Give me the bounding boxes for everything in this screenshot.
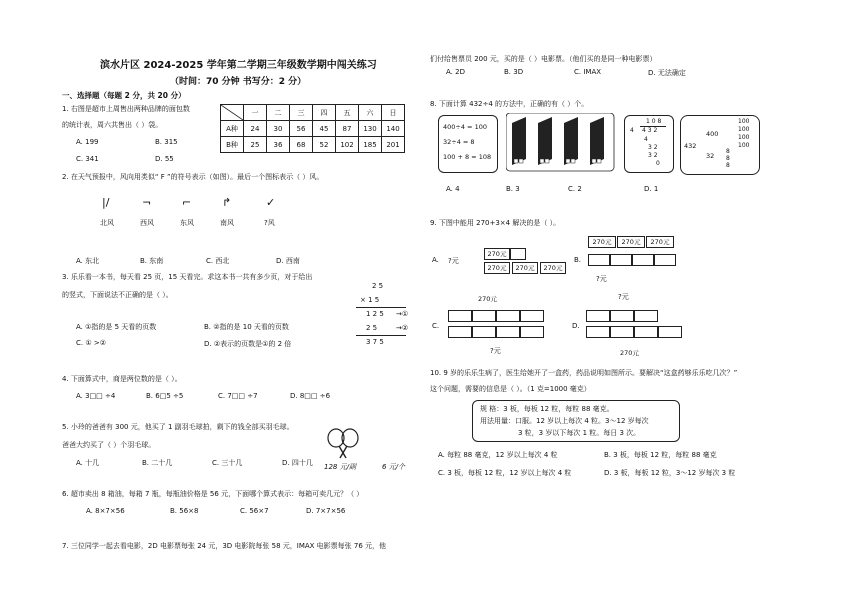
tree-leaf: 100	[738, 118, 750, 125]
bar-segment	[448, 326, 472, 338]
table-header-cell: 日	[382, 105, 405, 121]
table-cell: 185	[359, 137, 382, 153]
tree-node: 400	[706, 130, 719, 138]
table-cell: 130	[359, 121, 382, 137]
bar-segment	[610, 254, 632, 266]
q1-opt-d[interactable]: D. 55	[155, 155, 174, 163]
wind-label: ?风	[264, 219, 275, 227]
bar-segment: 270元	[617, 236, 645, 248]
table-cell: 56	[290, 121, 313, 137]
q7-opt-a[interactable]: A. 2D	[446, 68, 465, 76]
calc-mark-2: →②	[396, 324, 409, 332]
medicine-label-line: 规 格：3 板，每板 12 粒，每粒 88 毫克。	[480, 405, 614, 413]
div-remainder: 0	[656, 160, 660, 167]
q10-line1: 10. 9 岁的乐乐生病了，医生给她开了一盒药，药品说明如图所示。要解决“这盒药够乐乐吃几次？”	[430, 369, 738, 377]
div-divisor: 4	[630, 127, 634, 134]
table-header-cell: 二	[267, 105, 290, 121]
bar-segment	[472, 310, 496, 322]
page-title: 滨水片区 2024-2025 学年第二学期三年级数学期中闯关练习	[100, 60, 377, 71]
wind-label: 东风	[180, 219, 194, 227]
calc-partial-1: 1 2 5	[366, 310, 384, 318]
q10-opt-d[interactable]: D. 3 板，每板 12 粒，3～12 岁每次 3 粒	[604, 469, 736, 477]
wind-symbol-north-icon: |/	[102, 196, 110, 209]
q2-opt-c[interactable]: C. 西北	[206, 257, 230, 265]
table-cell: 201	[382, 137, 405, 153]
table-header-row	[221, 105, 405, 121]
wind-symbol-south-icon: ↱	[222, 196, 232, 209]
q1-opt-b[interactable]: B. 315	[155, 138, 178, 146]
q4-opt-c[interactable]: C. 7□□ ÷7	[218, 392, 258, 400]
bar-segment: 270元	[484, 248, 510, 260]
page-subtitle: （时间：70 分钟 书写分：2 分）	[170, 77, 307, 87]
q5-opt-b[interactable]: B. 二十几	[142, 459, 173, 467]
table-cell: 102	[336, 137, 359, 153]
bar-segment	[634, 326, 658, 338]
table-header-cell: 五	[336, 105, 359, 121]
bar-segment	[496, 326, 520, 338]
q6-opt-c[interactable]: C. 56×7	[240, 507, 269, 515]
bar-segment: 270元	[646, 236, 674, 248]
calc-product: 3 7 5	[366, 338, 384, 346]
tree-node: 32	[706, 152, 715, 160]
calc-multiplicand: 2 5	[372, 282, 384, 290]
tree-leaf: 8	[726, 155, 730, 162]
bar-segment	[510, 248, 526, 260]
tree-leaf: 8	[726, 148, 730, 155]
q10-opt-c[interactable]: C. 3 板，每板 12 粒，12 岁以上每次 4 粒	[438, 469, 572, 477]
q10-line2: 这个问题，需要的信息是（ ）。（1 克=1000 毫克）	[430, 385, 591, 393]
q2-opt-a[interactable]: A. 东北	[76, 257, 100, 265]
q9-d-unknown: ?元	[618, 293, 629, 301]
q2-text: 2. 在天气预报中，风向用类似“ F ”的符号表示（如图）。最后一个图标表示（ ）风。	[62, 173, 324, 181]
q8-text: 8. 下面计算 432÷4 的方法中，正确的有（ ）个。	[430, 100, 589, 108]
table-cell: 87	[336, 121, 359, 137]
q2-opt-d[interactable]: D. 西南	[276, 257, 300, 265]
table-header-cell: 四	[313, 105, 336, 121]
q5-line1: 5. 小玲的爸爸有 300 元，他买了 1 副羽毛球拍，剩下的钱全部买羽毛球。	[62, 423, 294, 431]
wind-label: 北风	[100, 219, 114, 227]
table-header-cell: 三	[290, 105, 313, 121]
method-1-line: 32÷4 = 8	[443, 138, 475, 146]
q10-opt-b[interactable]: B. 3 板，每板 12 粒，每粒 88 毫克	[604, 451, 717, 459]
table-header-cell: 一	[244, 105, 267, 121]
q4-text: 4. 下面算式中，商是两位数的是（ ）。	[62, 375, 182, 383]
section-heading: 一、选择题（每题 2 分，共 20 分）	[62, 91, 186, 100]
q2-opt-b[interactable]: B. 东南	[140, 257, 164, 265]
calc-mark-1: →①	[396, 310, 409, 318]
wind-label: 西风	[140, 219, 154, 227]
bar-segment	[472, 326, 496, 338]
table-cell: 36	[267, 137, 290, 153]
q1-opt-c[interactable]: C. 341	[76, 155, 99, 163]
wind-label: 南风	[220, 219, 234, 227]
q8-opt-a[interactable]: A. 4	[446, 185, 460, 193]
q5-opt-d[interactable]: D. 四十几	[282, 459, 313, 467]
q1-line1: 1. 右图是超市上周售出两种品牌的面包数	[62, 105, 190, 113]
q6-text: 6. 超市卖出 8 箱油，每箱 7 瓶，每瓶油价格是 56 元，下面哪个算式表示：每箱可卖几元？（ ）	[62, 490, 364, 498]
q3-opt-a[interactable]: A. ①指的是 5 天看的页数	[76, 323, 157, 331]
q9-d-price: 270元	[620, 349, 639, 357]
q7-opt-d[interactable]: D. 无法确定	[648, 69, 686, 77]
table-corner-cell	[221, 105, 244, 121]
bar-segment	[654, 254, 676, 266]
q9-opt-d[interactable]: D.	[572, 322, 580, 330]
q3-line2: 的竖式，下面说法不正确的是（ ）。	[62, 291, 173, 299]
table-row	[221, 121, 405, 137]
racket-price: 128 元/副	[324, 463, 356, 471]
q6-opt-b[interactable]: B. 56×8	[170, 507, 199, 515]
div-quotient: 1 0 8	[646, 118, 662, 125]
bar-segment	[496, 310, 520, 322]
bar-segment	[634, 310, 658, 322]
div-step: 3 2	[648, 152, 658, 159]
q9-c-price: 270元	[478, 295, 497, 303]
bar-segment	[586, 310, 610, 322]
bar-segment	[520, 310, 544, 322]
q4-opt-a[interactable]: A. 3□□ ÷4	[76, 392, 116, 400]
q8-opt-b[interactable]: B. 3	[506, 185, 520, 193]
medicine-label-line: 用法用量：口服。12 岁以上每次 4 粒。3～12 岁每次	[480, 417, 649, 425]
q1-opt-a[interactable]: A. 199	[76, 138, 99, 146]
bar-segment	[586, 326, 610, 338]
bar-segment	[610, 310, 634, 322]
calc-multiplier: × 1 5	[360, 296, 380, 304]
method-1-line: 400÷4 = 100	[443, 123, 487, 131]
wind-symbol-east-icon: ⌐	[182, 196, 192, 209]
table-cell: 68	[290, 137, 313, 153]
wind-symbol-west-icon: ¬	[142, 196, 152, 209]
table-header-cell: 六	[359, 105, 382, 121]
q4-opt-b[interactable]: B. 6□5 ÷5	[146, 392, 184, 400]
tree-leaf: 100	[738, 126, 750, 133]
tree-root: 432	[684, 142, 697, 150]
q9-c-unknown: ?元	[490, 347, 501, 355]
table-cell: B种	[221, 137, 244, 153]
bread-sales-table	[220, 104, 405, 153]
shuttle-price: 6 元/个	[382, 463, 406, 471]
q3-opt-c[interactable]: C. ① >②	[76, 339, 106, 347]
q9-text: 9. 下图中能用 270+3×4 解决的是（ ）。	[430, 219, 561, 227]
table-cell: A种	[221, 121, 244, 137]
q10-opt-a[interactable]: A. 每粒 88 毫克，12 岁以上每次 4 粒	[438, 451, 558, 459]
table-cell: 24	[244, 121, 267, 137]
div-dividend: 4 3 2	[642, 127, 658, 134]
bar-segment	[632, 254, 654, 266]
hundred-blocks-icon	[506, 113, 616, 173]
q7-line2: 们付给售票员 200 元，买的是（ ）电影票。（他们买的是同一种电影票）	[430, 55, 657, 63]
bar-segment	[448, 310, 472, 322]
div-step: 3 2	[648, 144, 658, 151]
bar-segment: 270元	[540, 262, 566, 274]
tree-leaf: 100	[738, 134, 750, 141]
div-step: 4	[644, 136, 648, 143]
table-cell: 52	[313, 137, 336, 153]
wind-symbol-unknown-icon: ✓	[266, 196, 276, 209]
q7-opt-c[interactable]: C. IMAX	[574, 68, 602, 76]
tree-leaf: 100	[738, 142, 750, 149]
q7-opt-b[interactable]: B. 3D	[504, 68, 524, 76]
q9-opt-a[interactable]: A.	[432, 256, 439, 264]
tree-leaf: 8	[726, 162, 730, 169]
q8-opt-d[interactable]: D. 1	[644, 185, 659, 193]
calc-partial-2: 2 5	[366, 324, 378, 332]
q5-opt-a[interactable]: A. 十几	[76, 459, 100, 467]
table-cell: 25	[244, 137, 267, 153]
q9-a-unknown: ?元	[448, 257, 459, 265]
q5-line2: 爸爸大约买了（ ）个羽毛球。	[62, 441, 156, 449]
q3-line1: 3. 乐乐看一本书，每天看 25 页，15 天看完。求这本书一共有多少页，对于给出	[62, 273, 313, 281]
q9-opt-b[interactable]: B.	[574, 256, 582, 264]
q6-opt-d[interactable]: D. 7×7×56	[306, 507, 346, 515]
table-cell: 45	[313, 121, 336, 137]
bar-segment	[588, 254, 610, 266]
bar-segment	[658, 326, 682, 338]
table-row	[221, 137, 405, 153]
q8-opt-c[interactable]: C. 2	[568, 185, 582, 193]
q6-opt-a[interactable]: A. 8×7×56	[86, 507, 125, 515]
medicine-label-line: 3 粒，3 岁以下每次 1 粒。每日 3 次。	[518, 429, 641, 437]
bar-segment: 270元	[484, 262, 510, 274]
bar-segment	[610, 326, 634, 338]
q3-opt-b[interactable]: B. ②指的是 10 天看的页数	[204, 323, 289, 331]
q7-line1: 7. 三位同学一起去看电影，2D 电影票每张 24 元，3D 电影院每张 58 元，IMAX 电影票每张 76 元，他	[62, 542, 387, 550]
bar-segment	[520, 326, 544, 338]
badminton-racket-icon	[322, 428, 368, 460]
q3-opt-d[interactable]: D. ②表示的页数是①的 2 倍	[204, 340, 292, 348]
bar-segment: 270元	[512, 262, 538, 274]
table-cell: 30	[267, 121, 290, 137]
bar-segment: 270元	[588, 236, 616, 248]
q9-b-unknown: ?元	[596, 275, 607, 283]
q9-opt-c[interactable]: C.	[432, 322, 440, 330]
table-cell: 140	[382, 121, 405, 137]
q5-opt-c[interactable]: C. 三十几	[212, 459, 243, 467]
q4-opt-d[interactable]: D. 8□□ ÷6	[290, 392, 331, 400]
method-1-line: 100 + 8 = 108	[443, 153, 492, 161]
q1-line2: 的统计表，周六共售出（ ）袋。	[62, 121, 163, 129]
